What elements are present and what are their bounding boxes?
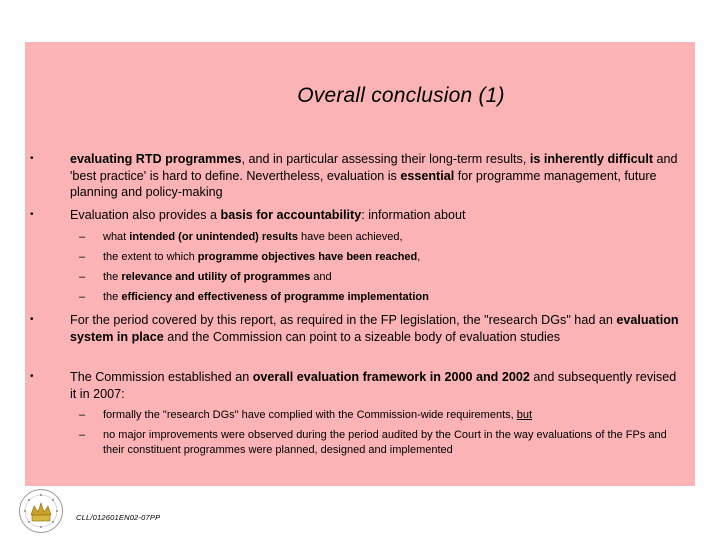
court-seal-logo-icon [18,488,64,534]
bullet-icon: • [30,209,34,220]
sub-item: – formally the "research DGs" have complied with the Commission-wide requirements, but [79,409,533,421]
bullet-icon: • [30,371,34,382]
slide-title: Overall conclusion (1) [297,84,505,107]
sub-item: – the extent to which programme objectives have been reached, [79,251,421,263]
bullet-icon: • [30,153,34,164]
sub-item: – no major improvements were observed during the period audited by the Court in the way evaluations of the FPs and their constituent programmes were planned, designed and implemented [79,429,667,456]
dash-icon: – [79,429,86,441]
dash-icon: – [79,409,86,421]
sub-item: – the relevance and utility of programmes and [79,271,332,283]
bullet-icon: • [30,314,34,325]
footer-reference: CLL/012601EN02-07PP [76,513,161,522]
sub-item: – what intended (or unintended) results have been achieved, [79,231,403,243]
dash-icon: – [79,251,86,263]
bullet-item: • For the period covered by this report, as required in the FP legislation, the "research DGs" had an evaluation system in place and the Commission can point to a sizeable body of evaluation studies [30,313,679,344]
dash-icon: – [79,291,86,303]
bullet-item: • evaluating RTD programmes, and in particular assessing their long-term results, is inherently difficult and 'best practice' is hard to define. Nevertheless, evaluation is essential for programme management, future planning and policy-making [30,152,678,199]
dash-icon: – [79,231,86,243]
sub-item: – the efficiency and effectiveness of programme implementation [79,291,429,303]
dash-icon: – [79,271,86,283]
bullet-item: • Evaluation also provides a basis for accountability: information about [30,208,466,222]
bullet-item: • The Commission established an overall evaluation framework in 2000 and 2002 and subsequently revised it in 2007: [30,370,677,401]
